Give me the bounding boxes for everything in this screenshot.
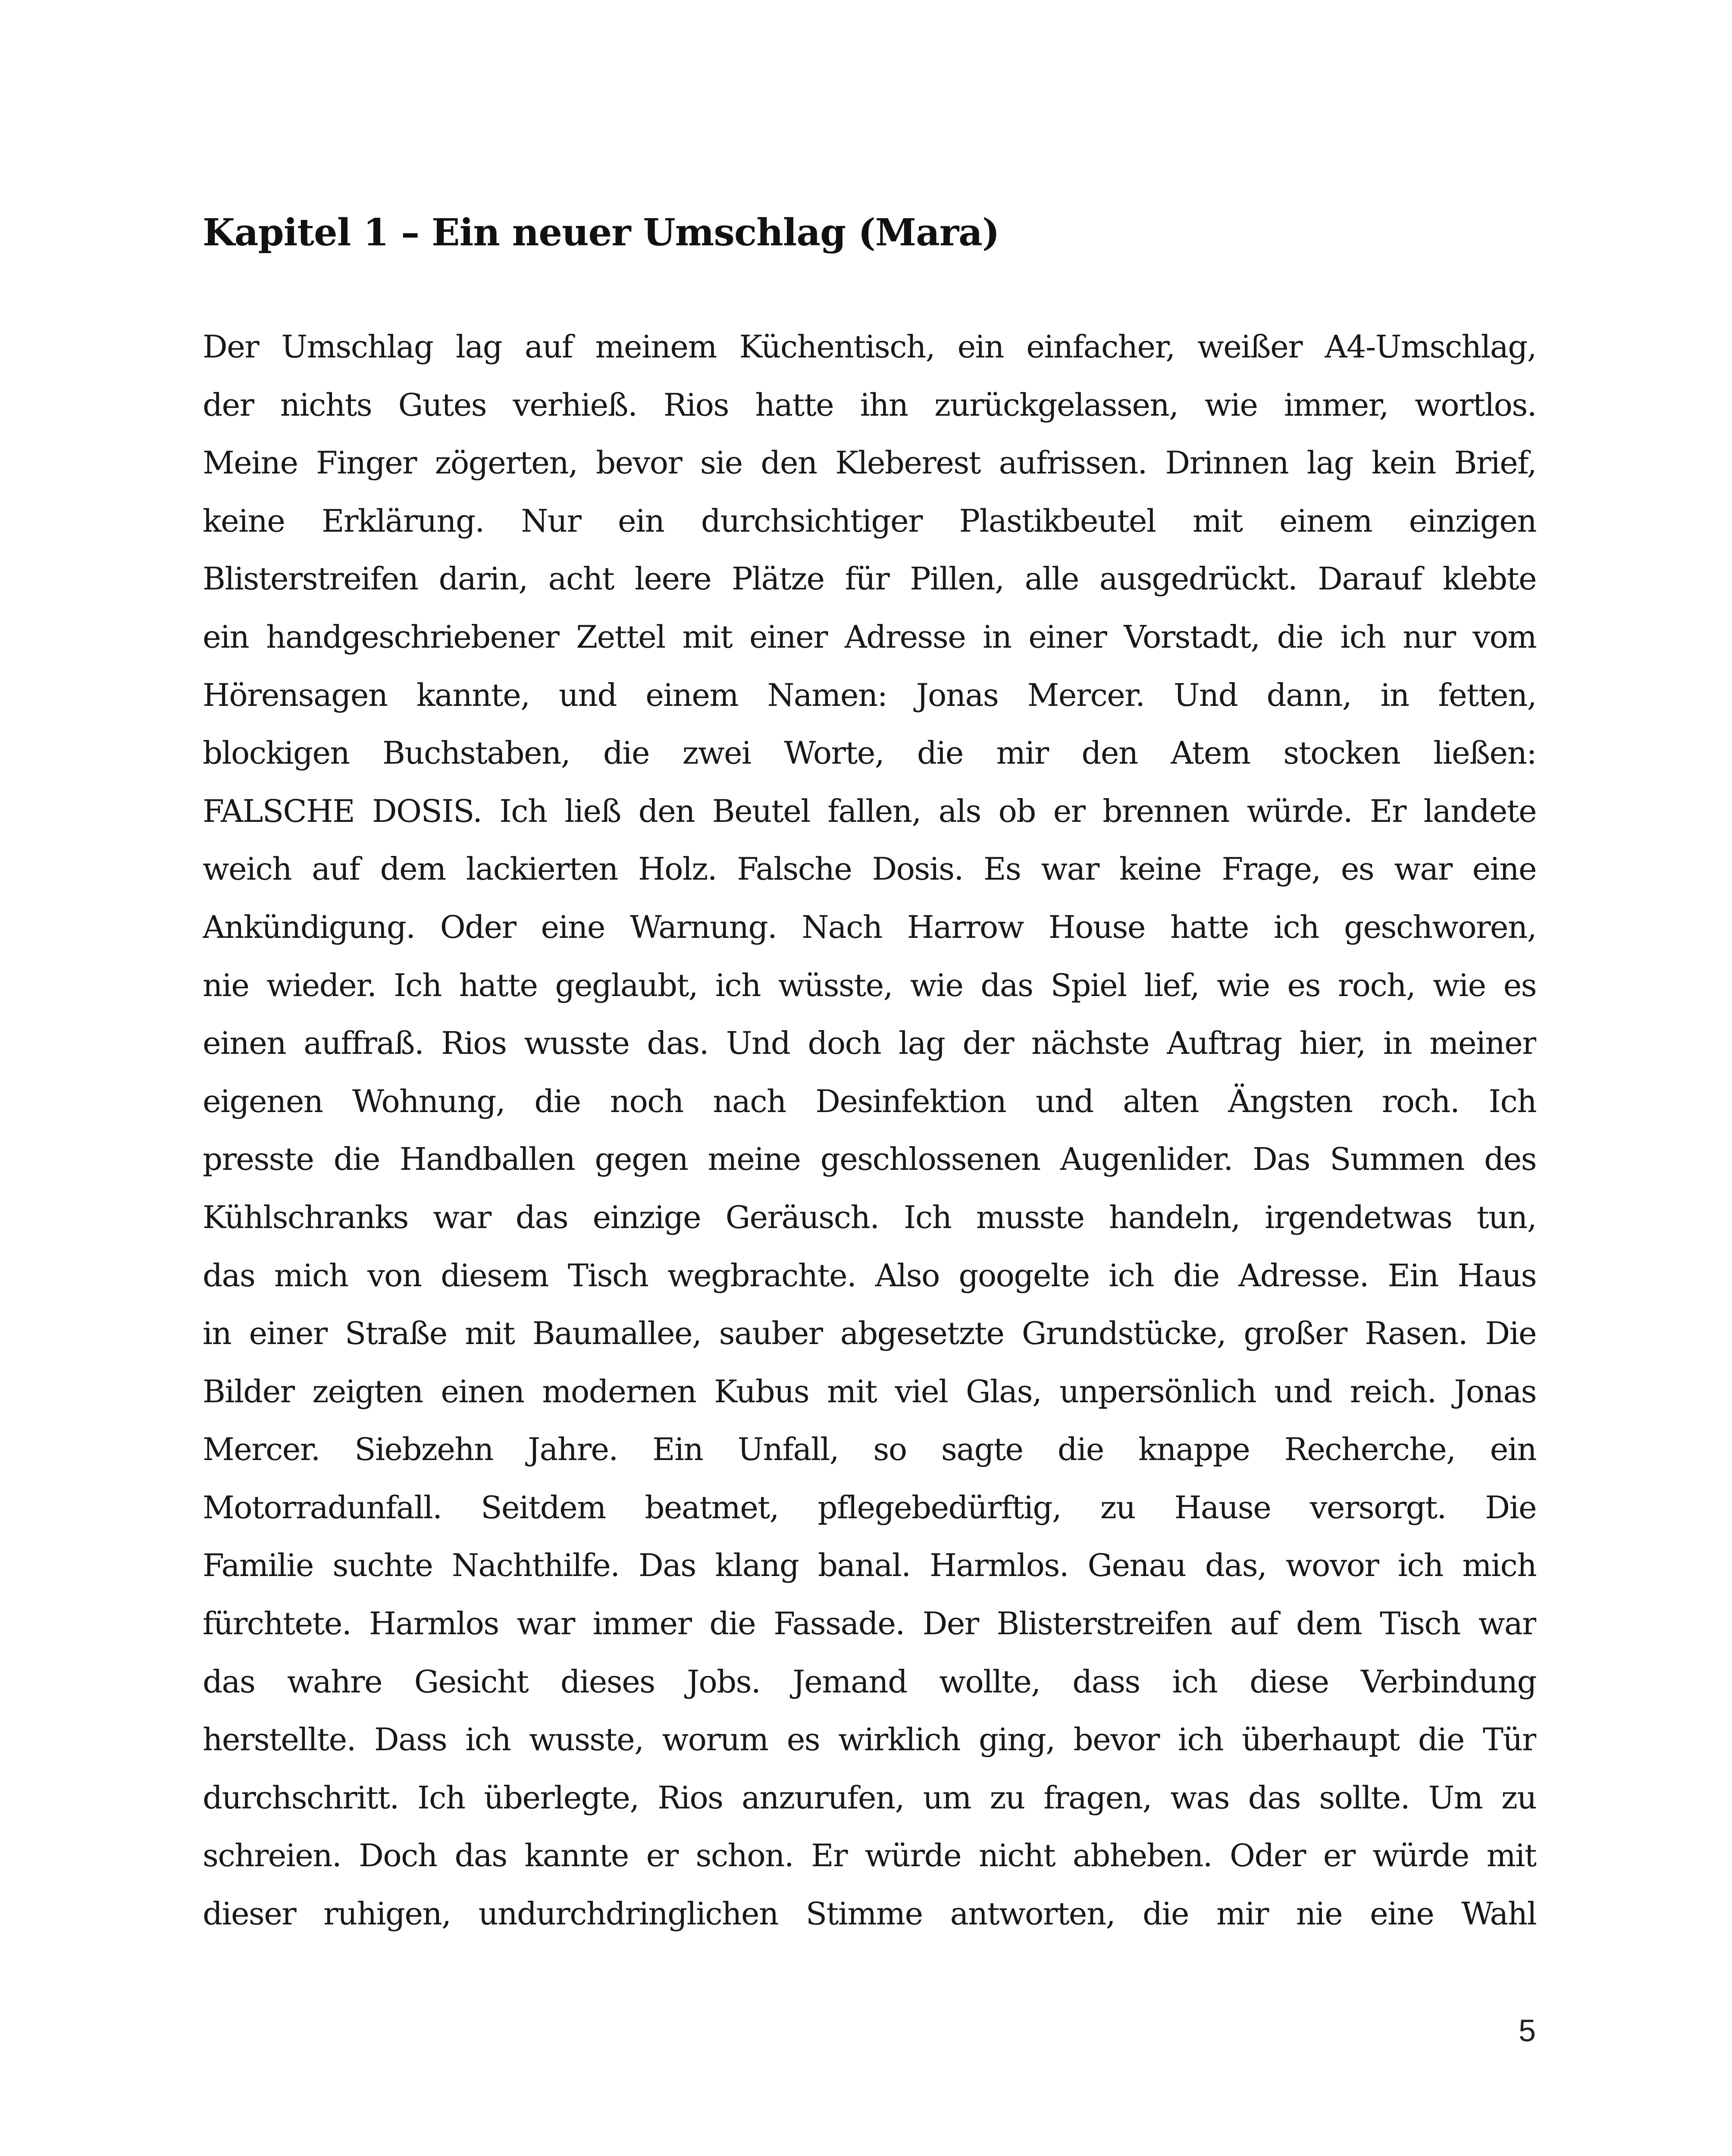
text-line: Blisterstreifen darin, acht leere Plätze für Pillen, alle ausgedrückt. Darauf klebte xyxy=(203,561,1536,597)
text-line: Kühlschranks war das einzige Geräusch. Ich musste handeln, irgendetwas tun, xyxy=(203,1199,1536,1235)
text-line: dieser ruhigen, undurchdringlichen Stimme antworten, die mir nie eine Wahl xyxy=(203,1896,1536,1932)
text-line: der nichts Gutes verhieß. Rios hatte ihn zurückgelassen, wie immer, wortlos. xyxy=(203,386,1536,423)
text-line: Mercer. Siebzehn Jahre. Ein Unfall, so sagte die knappe Recherche, ein xyxy=(203,1431,1536,1468)
text-line: Der Umschlag lag auf meinem Küchentisch, ein einfacher, weißer A4-Umschlag, xyxy=(203,329,1536,365)
text-line: Meine Finger zögerten, bevor sie den Kleberest aufrissen. Drinnen lag kein Brief, xyxy=(203,445,1536,481)
text-line: einen auffraß. Rios wusste das. Und doch lag der nächste Auftrag hier, in meiner xyxy=(203,1025,1536,1062)
chapter-title: Kapitel 1 – Ein neuer Umschlag (Mara) xyxy=(203,211,999,254)
text-line: schreien. Doch das kannte er schon. Er würde nicht abheben. Oder er würde mit xyxy=(203,1837,1536,1874)
text-line: eigenen Wohnung, die noch nach Desinfektion und alten Ängsten roch. Ich xyxy=(203,1083,1536,1119)
text-line: Familie suchte Nachthilfe. Das klang banal. Harmlos. Genau das, wovor ich mich xyxy=(203,1547,1536,1584)
text-line: Bilder zeigten einen modernen Kubus mit viel Glas, unpersönlich und reich. Jonas xyxy=(203,1373,1536,1410)
text-line: ein handgeschriebener Zettel mit einer Adresse in einer Vorstadt, die ich nur vom xyxy=(203,618,1536,655)
text-line: das mich von diesem Tisch wegbrachte. Also googelte ich die Adresse. Ein Haus xyxy=(203,1257,1536,1294)
text-line: weich auf dem lackierten Holz. Falsche Dosis. Es war keine Frage, es war eine xyxy=(203,851,1536,887)
text-line: nie wieder. Ich hatte geglaubt, ich wüsste, wie das Spiel lief, wie es roch, wie es xyxy=(203,967,1536,1003)
text-line: herstellte. Dass ich wusste, worum es wirklich ging, bevor ich überhaupt die Tür xyxy=(203,1721,1536,1758)
page-number: 5 xyxy=(1518,2014,1536,2048)
text-line: in einer Straße mit Baumallee, sauber abgesetzte Grundstücke, großer Rasen. Die xyxy=(203,1315,1536,1352)
text-line: blockigen Buchstaben, die zwei Worte, die mir den Atem stocken ließen: xyxy=(203,735,1536,771)
text-line: presste die Handballen gegen meine geschlossenen Augenlider. Das Summen des xyxy=(203,1141,1536,1178)
chapter-body-text xyxy=(203,318,1536,1943)
text-line: fürchtete. Harmlos war immer die Fassade. Der Blisterstreifen auf dem Tisch war xyxy=(203,1605,1536,1642)
text-line: keine Erklärung. Nur ein durchsichtiger Plastikbeutel mit einem einzigen xyxy=(203,502,1536,539)
text-line: durchschritt. Ich überlegte, Rios anzurufen, um zu fragen, was das sollte. Um zu xyxy=(203,1779,1536,1816)
text-line: Motorradunfall. Seitdem beatmet, pflegebedürftig, zu Hause versorgt. Die xyxy=(203,1489,1536,1526)
text-line: das wahre Gesicht dieses Jobs. Jemand wollte, dass ich diese Verbindung xyxy=(203,1663,1536,1700)
text-line: Ankündigung. Oder eine Warnung. Nach Harrow House hatte ich geschworen, xyxy=(203,909,1536,945)
text-line: FALSCHE DOSIS. Ich ließ den Beutel fallen, als ob er brennen würde. Er landete xyxy=(203,793,1536,829)
text-line: Hörensagen kannte, und einem Namen: Jonas Mercer. Und dann, in fetten, xyxy=(203,677,1536,713)
